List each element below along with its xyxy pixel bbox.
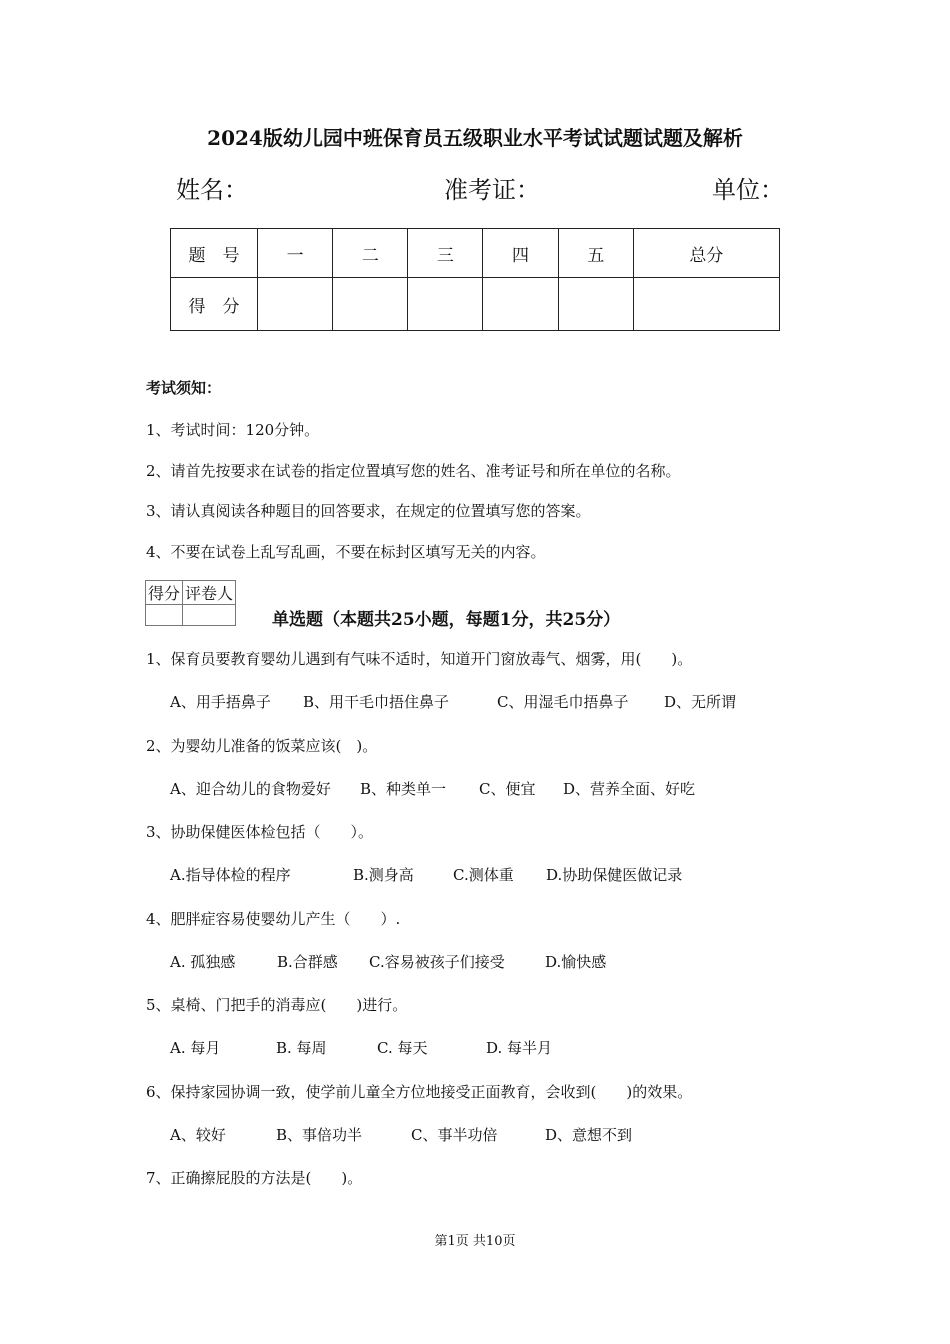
option[interactable]: D.协助保健医做记录 [546,866,683,884]
grader-box-score-cell[interactable] [146,605,183,626]
score-table-header-row [171,229,780,278]
option[interactable]: B、用干毛巾捂住鼻子 [303,693,450,711]
score-input-cell[interactable] [333,278,408,331]
notice-heading: 考试须知： [146,379,222,397]
question-stem: 4、肥胖症容易使婴幼儿产生（ ）. [146,910,401,928]
grader-box-grader-cell[interactable] [183,605,236,626]
grader-box-score-label: 得分 [146,581,183,605]
score-table-cell: 题 号 [171,229,258,278]
score-table-row-label: 得 分 [171,278,258,331]
question-stem: 5、桌椅、门把手的消毒应( )进行。 [146,996,408,1014]
option[interactable]: B.合群感 [277,953,338,971]
notice-item: 2、请首先按要求在试卷的指定位置填写您的姓名、准考证号和所在单位的名称。 [146,462,681,480]
option[interactable]: C. 每天 [377,1039,428,1057]
question-stem: 1、保育员要教育婴幼儿遇到有气味不适时，知道开门窗放毒气、烟雾，用( )。 [146,650,693,668]
document-title: 2024版幼儿园中班保育员五级职业水平考试试题试题及解析 [207,126,743,150]
question-options [170,778,695,799]
option[interactable]: B.测身高 [353,866,414,884]
option[interactable]: D、意想不到 [545,1126,633,1144]
option[interactable]: D、营养全面、好吃 [563,780,696,798]
exam-id-field-label: 准考证： [444,176,540,204]
option[interactable]: C.测体重 [453,866,514,884]
score-table-cell: 二 [333,229,408,278]
score-table-cell: 一 [258,229,333,278]
question-options [170,1124,632,1145]
option[interactable]: C、便宜 [479,780,536,798]
question-stem: 6、保持家园协调一致，使学前儿童全方位地接受正面教育，会收到( )的效果。 [146,1083,693,1101]
option[interactable]: B、事倍功半 [276,1126,363,1144]
notice-item: 4、不要在试卷上乱写乱画，不要在标封区填写无关的内容。 [146,543,546,561]
score-table-cell: 总分 [633,229,779,278]
option[interactable]: B、种类单一 [360,780,447,798]
option[interactable]: A. 每月 [170,1039,221,1057]
section-heading: 单选题（本题共25小题，每题1分，共25分） [272,610,621,630]
option[interactable]: A.指导体检的程序 [170,866,291,884]
option[interactable]: A、迎合幼儿的食物爱好 [170,780,331,798]
question-options [170,691,736,712]
option[interactable]: A、较好 [170,1126,226,1144]
option[interactable]: A、用手捂鼻子 [170,693,271,711]
score-table-cell: 五 [558,229,633,278]
page-footer: 第1页 共10页 [434,1234,516,1249]
score-input-cell[interactable] [258,278,333,331]
name-field-label: 姓名： [176,176,248,204]
notice-item: 3、请认真阅读各种题目的回答要求，在规定的位置填写您的答案。 [146,502,591,520]
score-table-cell: 四 [483,229,558,278]
notice-item: 1、考试时间：120分钟。 [146,421,320,439]
grader-box-grader-label: 评卷人 [183,581,236,605]
option[interactable]: D.愉快感 [545,953,607,971]
option[interactable]: C.容易被孩子们接受 [369,953,505,971]
question-stem: 7、正确擦屁股的方法是( )。 [146,1169,363,1187]
score-table-cell: 三 [408,229,483,278]
score-input-cell[interactable] [408,278,483,331]
unit-field-label: 单位： [712,176,784,204]
score-table-score-row [171,278,780,331]
option[interactable]: D. 每半月 [486,1039,553,1057]
score-input-cell[interactable] [633,278,779,331]
score-input-cell[interactable] [558,278,633,331]
option[interactable]: A. 孤独感 [170,953,236,971]
score-input-cell[interactable] [483,278,558,331]
question-options [170,1037,552,1058]
score-table [170,228,780,331]
question-stem: 2、为婴幼儿准备的饭菜应该( )。 [146,737,378,755]
question-options [170,864,682,885]
option[interactable]: D、无所谓 [664,693,737,711]
option[interactable]: C、事半功倍 [411,1126,498,1144]
grader-box [145,580,236,626]
question-options [170,951,606,972]
question-stem: 3、协助保健医体检包括（ ）。 [146,823,374,841]
option[interactable]: C、用湿毛巾捂鼻子 [497,693,629,711]
option[interactable]: B. 每周 [276,1039,327,1057]
